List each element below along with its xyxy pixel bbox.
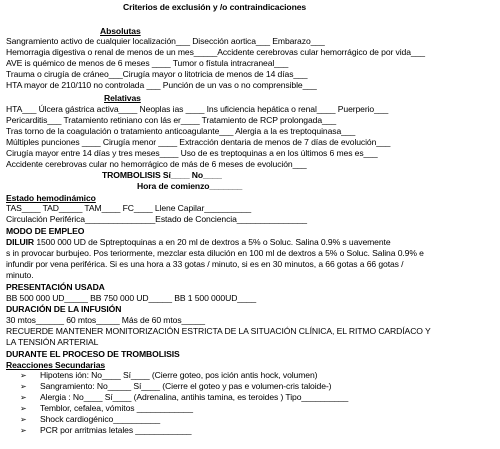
reaccion-item — [20, 403, 193, 414]
diluir-line: infundir por vena periférica. Si es una hora a 33 gotas / minuto, si es en 30 minutos, a 66 gotas a 66 gotas / — [6, 259, 404, 269]
estado-heading: Estado hemodinámico — [6, 193, 96, 203]
durante-heading: DURANTE EL PROCESO DE TROMBOLISIS — [6, 349, 180, 359]
recuerde-line: RECUERDE MANTENER MONITORIZACIÓN ESTRICTA DE LA SITUACIÓN CLÍNICA, EL RITMO CARDÍACO Y — [6, 326, 431, 336]
absolutas-line: AVE is quémico de menos de 6 meses ____ Tumor o fístula intracraneal___ — [6, 58, 289, 68]
hora-comienzo-line: Hora de comienzo_______ — [137, 181, 243, 191]
reaccion-item — [20, 414, 160, 425]
absolutas-heading: Absolutas — [100, 26, 141, 36]
recuerde-line: LA TENSIÓN ARTERIAL — [6, 337, 99, 347]
relativas-line: HTA___ Úlcera gástrica activa____ Neoplas ias ____ Ins uficiencia hepática o renal____ Puerperio___ — [6, 104, 389, 114]
duracion-heading: DURACIÓN DE LA INFUSIÓN — [6, 304, 122, 314]
reaccion-text: Alergia : No____ Sí____ (Adrenalina, antihis tamina, es teroides ) Tipo__________ — [40, 392, 349, 402]
absolutas-line: Sangramiento activo de cualquier localización___ Disección aortica___ Embarazo___ — [6, 36, 325, 46]
duracion-line: 30 mtos______ 60 mtos_____ Más de 60 mtos_____ — [6, 315, 205, 325]
relativas-line: Múltiples punciones ____ Cirugía menor ____ Extracción dentaria de menos de 7 días de evolución___ — [6, 137, 391, 147]
diluir-line — [6, 237, 391, 247]
diluir-line: minuto. — [6, 270, 34, 280]
trombolisis-line: TROMBOLISIS Sí____ No____ — [102, 170, 222, 180]
reaccion-item — [20, 392, 348, 403]
reaccion-text: Temblor, cefalea, vómitos ____________ — [40, 403, 193, 413]
reaccion-item — [20, 381, 331, 392]
estado-line: TAS____ TAD_____ TAM____ FC____ Llene Capilar__________ — [6, 203, 252, 213]
diluir-line: s in provocar burbujeo. Pos teriormente, mezclar esta dilución en 100 ml de dextros a 5% o Soluc. Salina 0.9% e — [6, 248, 424, 258]
estado-line: Circulación Periférica_______________Estado de Conciencia_______________ — [6, 214, 307, 224]
presentacion-heading: PRESENTACIÓN USADA — [6, 282, 105, 292]
relativas-line: Pericarditis___ Tratamiento retiniano con lás er____ Tratamiento de RCP prolongada___ — [6, 115, 337, 125]
reaccion-item — [20, 425, 191, 436]
reaccion-item — [20, 370, 317, 381]
relativas-heading: Relativas — [104, 93, 141, 103]
absolutas-line: Trauma o cirugía de cráneo___Cirugía mayor o litotricia de menos de 14 días___ — [6, 69, 308, 79]
reacciones-heading: Reacciones Secundarias — [6, 360, 106, 370]
relativas-line: Cirugía mayor entre 14 días y tres meses____ Uso de es treptoquinas a en los últimos 6 mes es___ — [6, 148, 378, 158]
modo-heading: MODO DE EMPLEO — [6, 226, 85, 236]
relativas-line: Tras torno de la coagulación o tratamiento anticoagulante___ Alergia a la es treptoquinasa___ — [6, 126, 356, 136]
arrow-bullet-icon: ➢ — [20, 415, 27, 424]
presentacion-line: BB 500 000 UD_____ BB 750 000 UD_____ BB 1 500 000UD____ — [6, 293, 257, 303]
arrow-bullet-icon: ➢ — [20, 426, 27, 435]
absolutas-line: Hemorragia digestiva o renal de menos de un mes_____Accidente cerebrovas cular hemorrágico de por vida___ — [6, 47, 425, 57]
diluir-label: DILUIR — [6, 237, 35, 247]
arrow-bullet-icon: ➢ — [20, 393, 27, 402]
reaccion-text: PCR por arritmias letales ____________ — [40, 425, 192, 435]
arrow-bullet-icon: ➢ — [20, 371, 27, 380]
reaccion-text: Shock cardiogénico__________ — [40, 414, 160, 424]
diluir-text: 1500 000 UD de Sptreptoquinas a en 20 ml de dextros a 5% o Soluc. Salina 0.9% s uavemente — [34, 237, 391, 247]
reaccion-text: Hipotens ión: No____ Sí____ (Cierre goteo, pos ición antis hock, volumen) — [40, 370, 318, 380]
relativas-line: Accidente cerebrovas cular no hemorrágico de más de 6 meses de evolución___ — [6, 159, 307, 169]
document-title: Criterios de exclusión y /o contraindicaciones — [123, 2, 307, 12]
arrow-bullet-icon: ➢ — [20, 382, 27, 391]
absolutas-line: HTA mayor de 210/110 no controlada ___ Punción de un vas o no comprensible___ — [6, 80, 317, 90]
reaccion-text: Sangramiento: No_____ Sí____ (Cierre el goteo y pas e volumen-cris taloide-) — [40, 381, 332, 391]
arrow-bullet-icon: ➢ — [20, 404, 27, 413]
